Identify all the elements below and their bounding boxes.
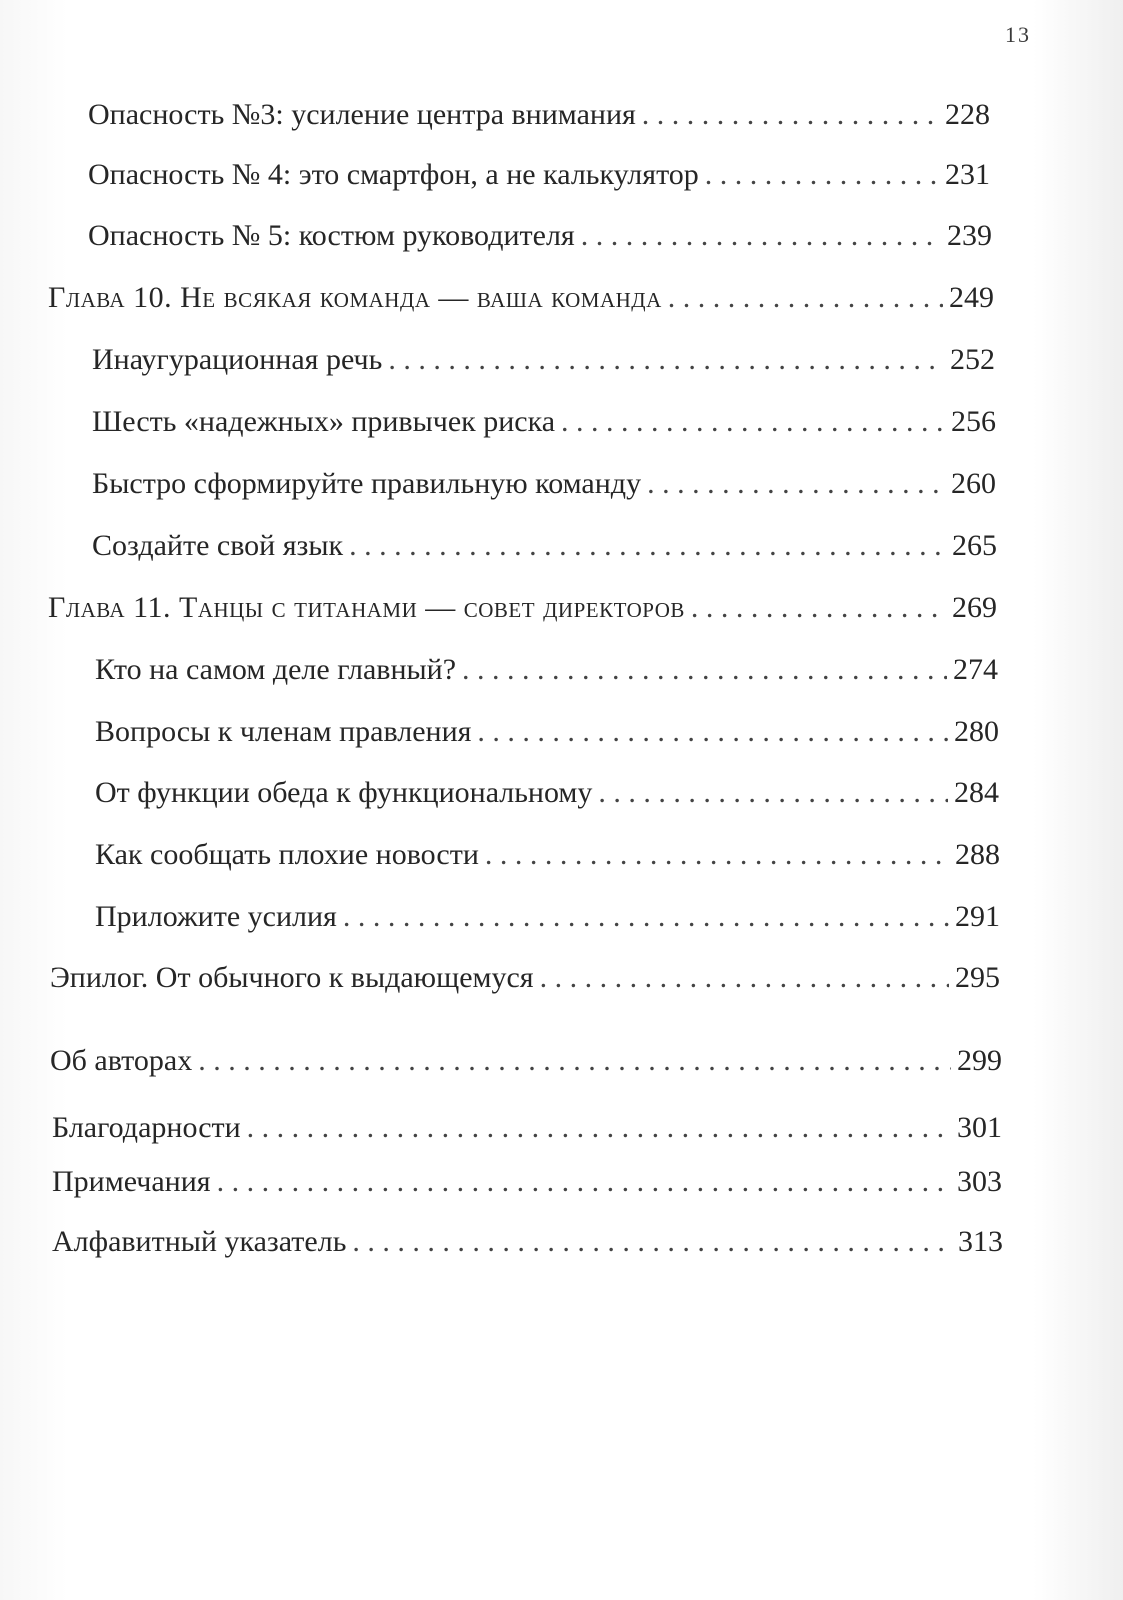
dot-leader [198,1041,951,1081]
toc-entry-title: Создайте свой язык [92,529,344,562]
toc-entry-title: Благодарности [52,1111,241,1144]
toc-entry-page: 256 [951,405,996,438]
page-number: 13 [1005,22,1031,47]
toc-entry-title: Алфавитный указатель [52,1225,347,1258]
dot-leader [247,1108,951,1148]
dot-leader [343,897,949,937]
toc-entry-title: Приложите усилия [95,900,337,933]
toc-entry-title: Глава 10. Не всякая команда — ваша команда [48,281,662,314]
toc-entry[interactable] [92,526,997,566]
toc-entry[interactable] [92,340,995,380]
toc-entry[interactable] [88,155,990,195]
toc-entry-page: 295 [955,961,1000,994]
toc-entry-page: 260 [951,467,996,500]
toc-entry[interactable] [52,1162,1002,1202]
dot-leader [647,464,945,504]
toc-entry-page: 284 [954,776,999,809]
toc-entry-page: 280 [954,715,999,748]
toc-entry[interactable] [95,773,999,813]
toc-entry-title: Примечания [52,1165,211,1198]
toc-entry-page: 303 [957,1165,1002,1198]
dot-leader [691,588,946,628]
toc-entry-title: Опасность № 5: костюм руководителя [88,219,575,252]
toc-entry-page: 249 [949,281,994,314]
dot-leader [705,155,939,195]
toc-entry[interactable] [95,650,998,690]
dot-leader [485,835,949,875]
toc-entry[interactable] [95,897,1000,937]
dot-leader [540,958,949,998]
dot-leader [217,1162,951,1202]
toc-entry-title: От функции обеда к функциональному [95,776,593,809]
toc-entry-page: 291 [955,900,1000,933]
toc-entry-title: Вопросы к членам правления [95,715,472,748]
toc-entry[interactable] [52,1108,1002,1148]
toc-entry[interactable] [50,958,1000,998]
toc-entry[interactable] [88,216,992,256]
dot-leader [561,402,945,442]
toc-entry-page: 299 [957,1044,1002,1077]
toc-entry-page: 288 [955,838,1000,871]
toc-entry-page: 269 [952,591,997,624]
toc-entry-title: Как сообщать плохие новости [95,838,479,871]
dot-leader [642,95,939,135]
toc-entry-title: Опасность №3: усиление центра внимания [88,98,636,131]
toc-entry-page: 252 [950,343,995,376]
dot-leader [477,712,948,752]
toc-entry-title: Глава 11. Танцы с титанами — совет директоров [48,591,685,624]
toc-entry-page: 301 [957,1111,1002,1144]
toc-entry-page: 265 [952,529,997,562]
toc-entry-title: Инаугурационная речь [92,343,383,376]
toc-entry[interactable] [52,1222,1003,1262]
dot-leader [388,340,944,380]
dot-leader [352,1222,952,1262]
toc-entry-page: 274 [953,653,998,686]
dot-leader [668,278,943,318]
toc-entry-title: Быстро сформируйте правильную команду [92,467,642,500]
toc-entry-page: 231 [945,158,990,191]
dot-leader [581,216,941,256]
toc-entry-page: 239 [947,219,992,252]
dot-leader [462,650,947,690]
toc-entry-title: Шесть «надежных» привычек риска [92,405,556,438]
toc-entry-title: Эпилог. От обычного к выдающемуся [50,961,534,994]
toc-entry-title: Кто на самом деле главный? [95,653,457,686]
toc-entry[interactable] [50,1041,1002,1081]
toc-entry[interactable] [92,464,996,504]
toc-entry[interactable] [95,835,1000,875]
toc-entry-title: Об авторах [50,1044,193,1077]
toc-chapter-entry[interactable] [48,278,994,318]
toc-entry-page: 228 [945,98,990,131]
toc-entry-page: 313 [958,1225,1003,1258]
toc-entry-title: Опасность № 4: это смартфон, а не калькулятор [88,158,699,191]
toc-entry[interactable] [92,402,996,442]
toc-chapter-entry[interactable] [48,588,997,628]
toc-entry[interactable] [88,95,990,135]
dot-leader [598,773,948,813]
toc-entry[interactable] [95,712,999,752]
dot-leader [349,526,946,566]
